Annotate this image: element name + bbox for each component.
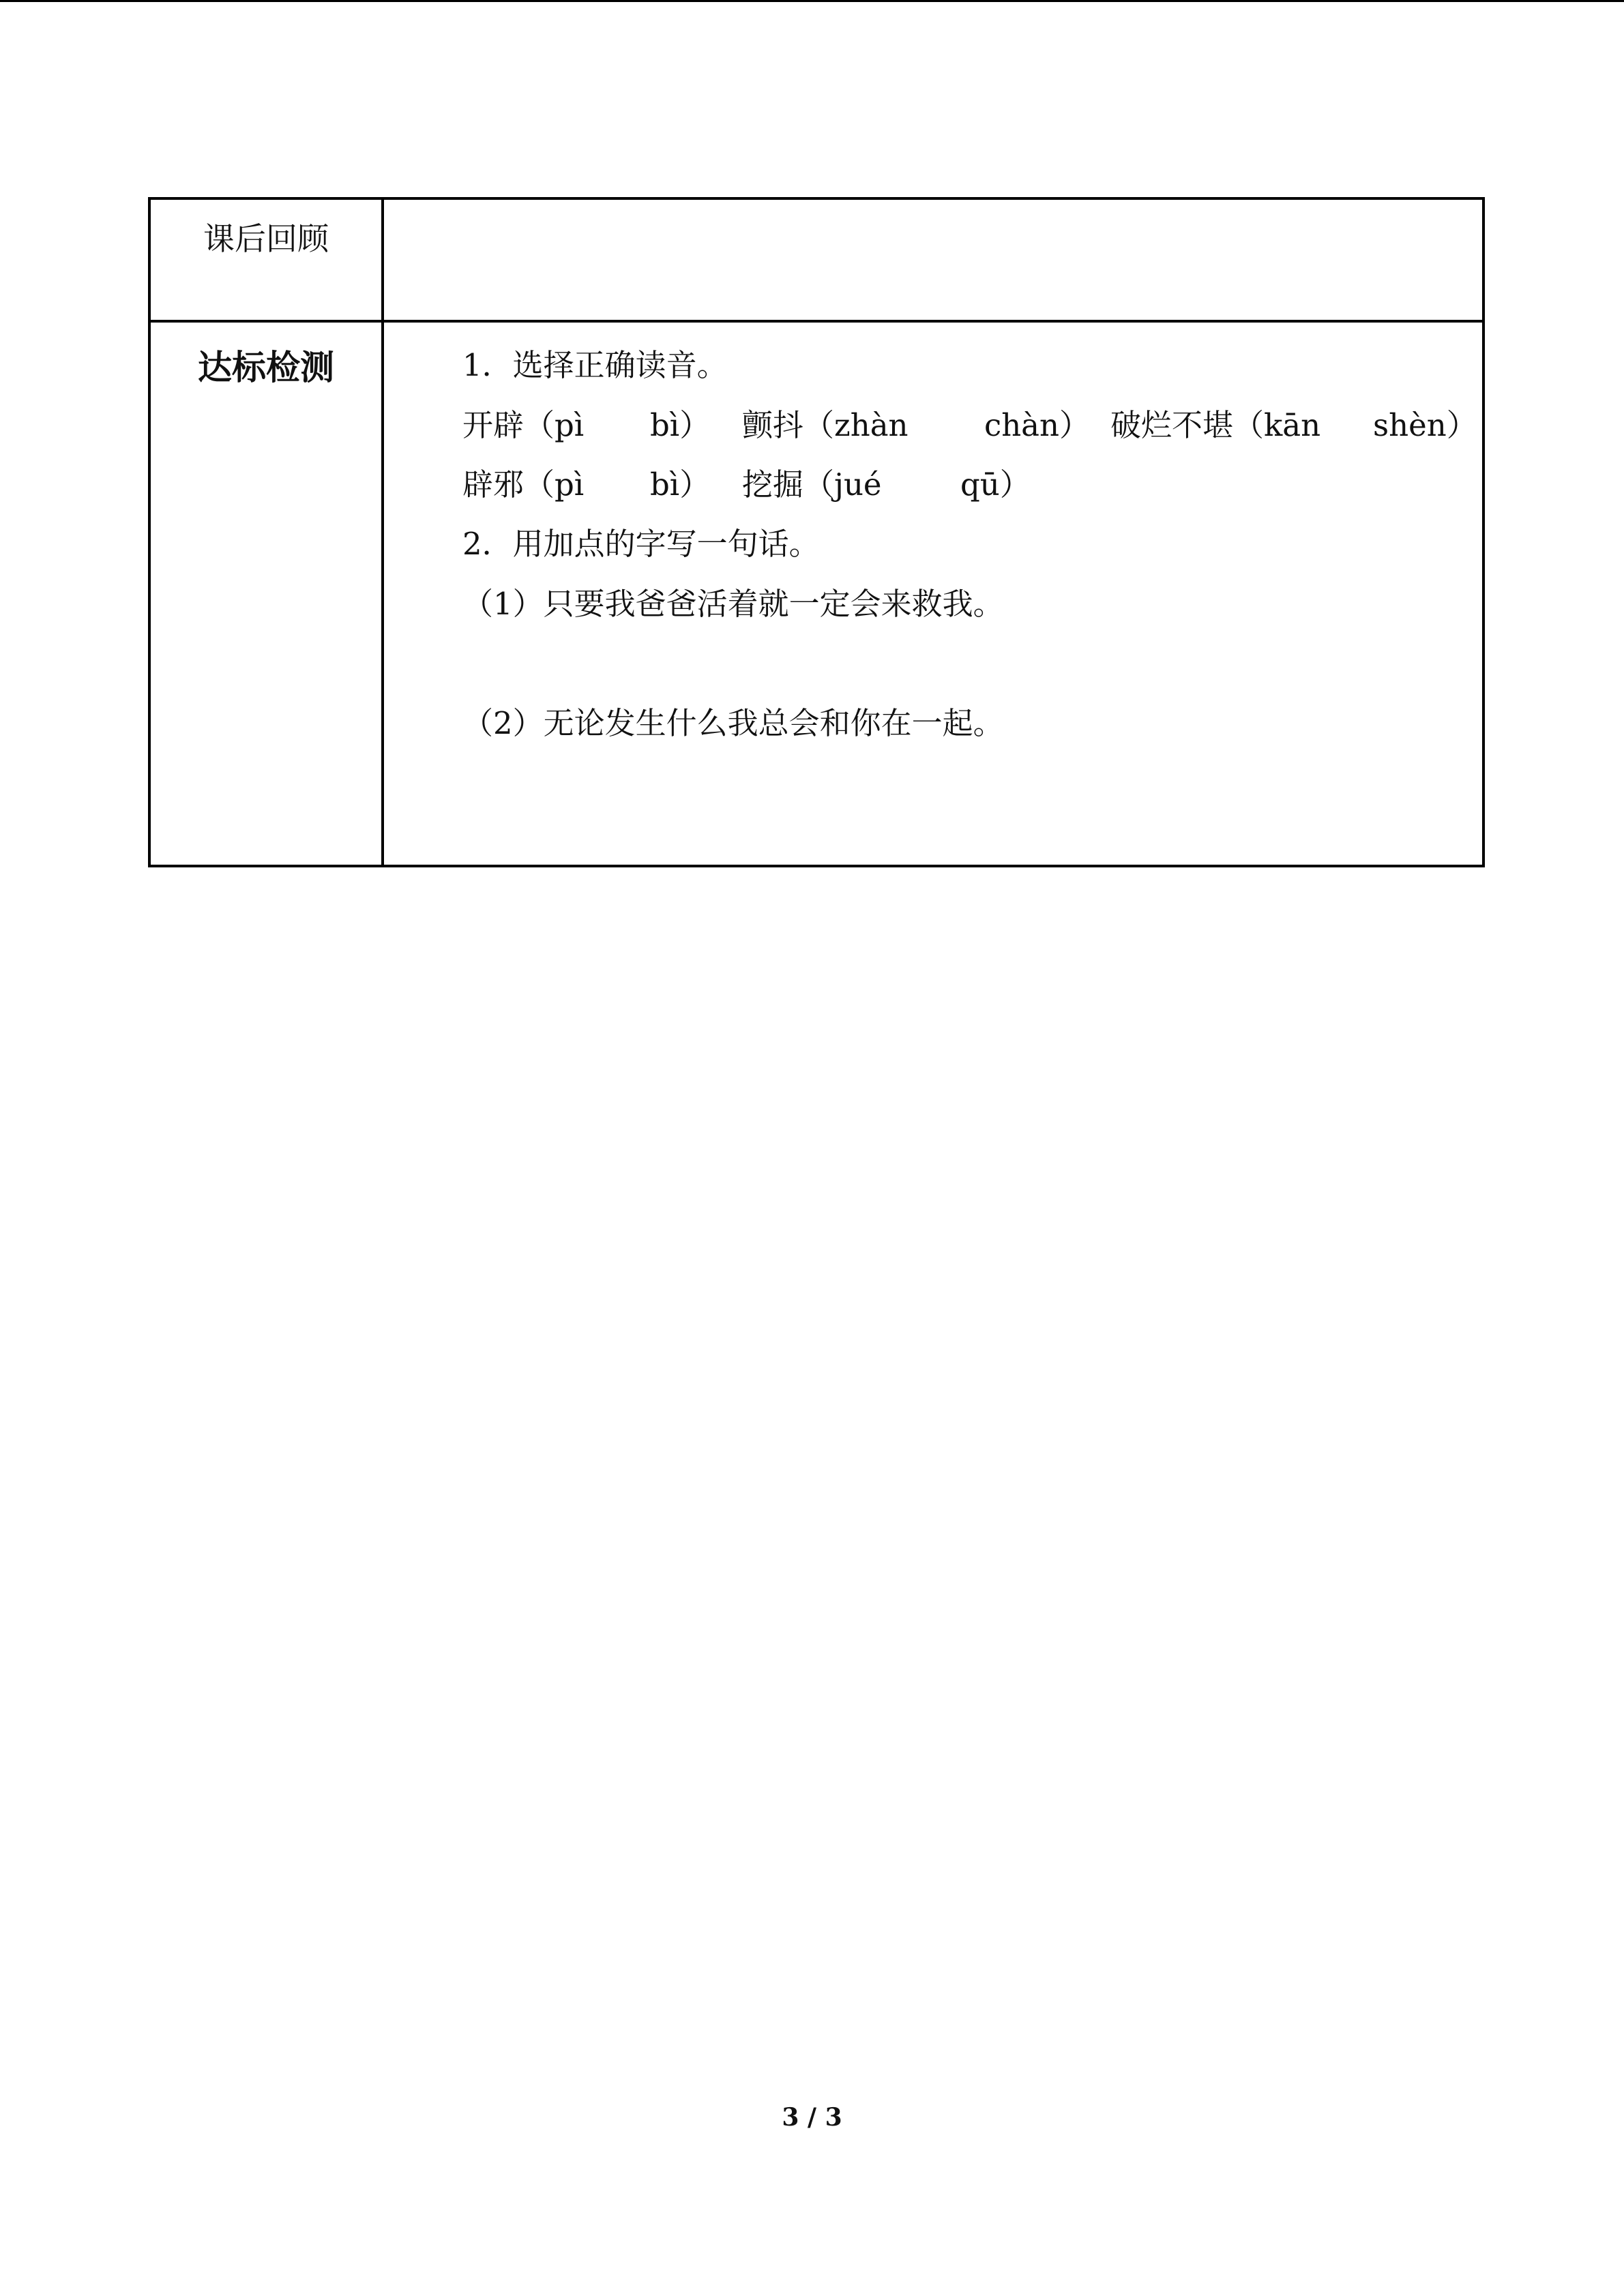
pinyin-item-polanbukan: 破烂不堪（kān (1110, 407, 1321, 443)
top-border-line (0, 0, 1624, 2)
review-content-cell (383, 198, 1483, 321)
q1-title: 1．选择正确读音。 (462, 347, 728, 383)
test-row (149, 321, 1483, 866)
q2-title: 2．用加点的字写一句话。 (462, 526, 820, 562)
pinyin-item-wajue: 挖掘（jué (742, 466, 882, 503)
pinyin-item-zhandou: 颤抖（zhàn (742, 407, 909, 443)
pinyin-row-2 (462, 466, 1145, 503)
q2-item-1: （1）只要我爸爸活着就一定会来救我。 (462, 586, 1004, 622)
review-row (149, 198, 1483, 321)
pinyin-item-kaipi: 开辟（pì (462, 407, 585, 443)
test-content (384, 323, 1482, 865)
pinyin-option-bi-2: bì） (650, 466, 711, 503)
pinyin-option-chan: chàn） (984, 407, 1090, 443)
review-label-cell (149, 198, 383, 321)
pinyin-row-1 (462, 407, 1477, 444)
pinyin-item-bixie: 辟邪（pì (462, 466, 585, 503)
page-number: 3 / 3 (782, 2103, 842, 2132)
pinyin-option-qu: qū） (960, 466, 1031, 503)
review-label: 课后回顾 (203, 220, 329, 257)
pinyin-option-shen: shèn） (1373, 407, 1477, 443)
study-table (148, 197, 1485, 867)
pinyin-option-bi: bì） (650, 407, 711, 443)
q2-item-2: （2）无论发生什么我总会和你在一起。 (462, 705, 1004, 741)
test-label-cell (149, 321, 383, 866)
test-content-cell (383, 321, 1483, 866)
test-label: 达标检测 (198, 348, 334, 387)
